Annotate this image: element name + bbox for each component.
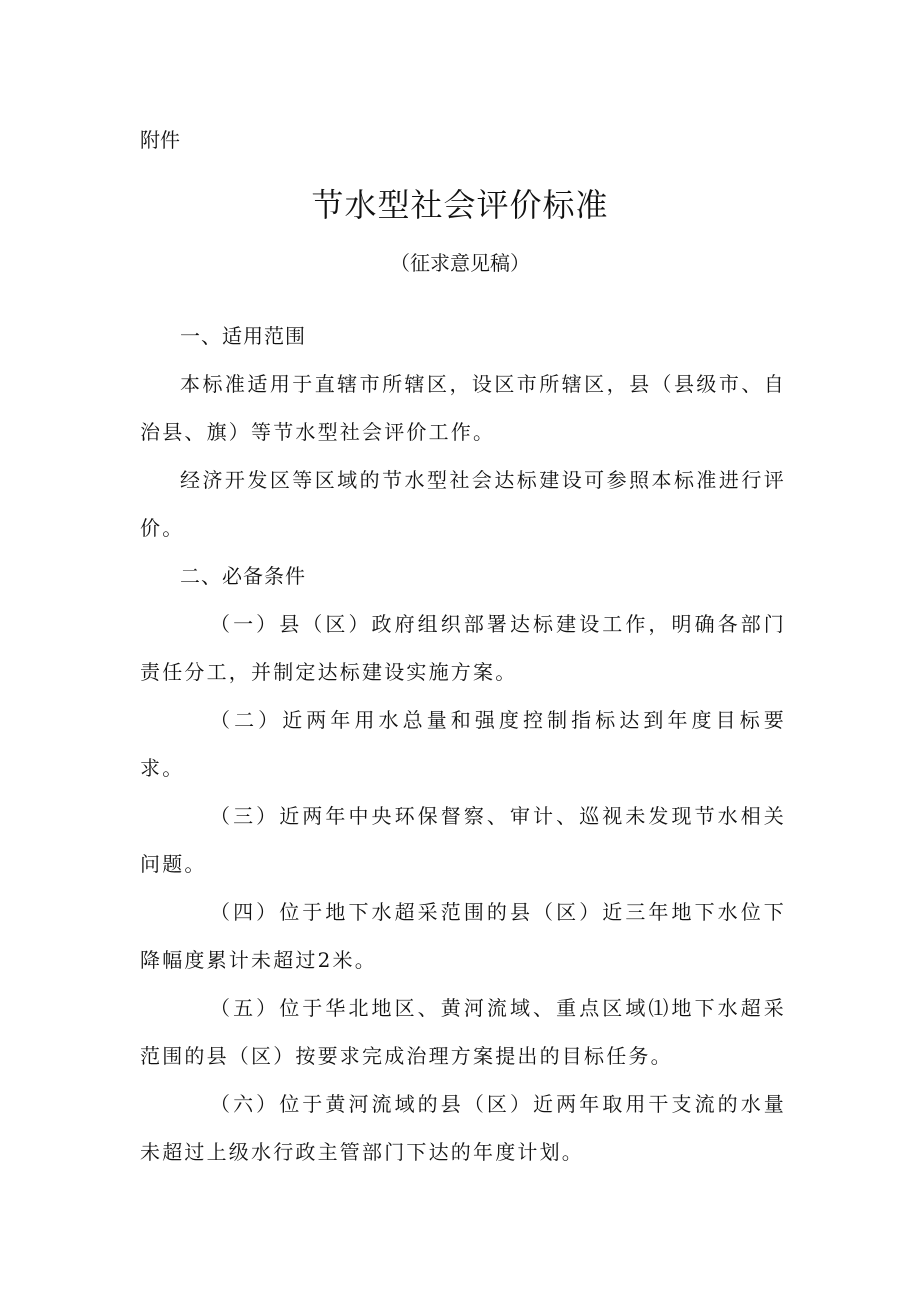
- condition-item-6: （六）位于黄河流域的县（区）近两年取用干支流的水量未超过上级水行政主管部门下达的年度计划。: [140, 1092, 786, 1164]
- document-subtitle: （征求意见稿）: [390, 251, 530, 275]
- condition-item-4: （四）位于地下水超采范围的县（区）近三年地下水位下降幅度累计未超过2米。: [140, 900, 786, 972]
- scope-paragraph-2: 经济开发区等区域的节水型社会达标建设可参照本标准进行评价。: [140, 468, 786, 540]
- section-heading-conditions: 二、必备条件: [180, 564, 306, 588]
- scope-paragraph-1: 本标准适用于直辖市所辖区，设区市所辖区，县（县级市、自治县、旗）等节水型社会评价工作。: [140, 372, 786, 444]
- condition-item-2: （二）近两年用水总量和强度控制指标达到年度目标要求。: [140, 708, 786, 780]
- section-heading-scope: 一、适用范围: [180, 324, 306, 348]
- condition-item-5: （五）位于华北地区、黄河流域、重点区域⑴地下水超采范围的县（区）按要求完成治理方案提出的目标任务。: [140, 996, 786, 1068]
- attachment-label: 附件: [140, 128, 180, 152]
- document-title: 节水型社会评价标准: [311, 186, 609, 224]
- document-body: [140, 312, 786, 1176]
- condition-item-3: （三）近两年中央环保督察、审计、巡视未发现节水相关问题。: [140, 804, 786, 876]
- condition-item-1: （一）县（区）政府组织部署达标建设工作，明确各部门责任分工，并制定达标建设实施方案。: [140, 612, 786, 684]
